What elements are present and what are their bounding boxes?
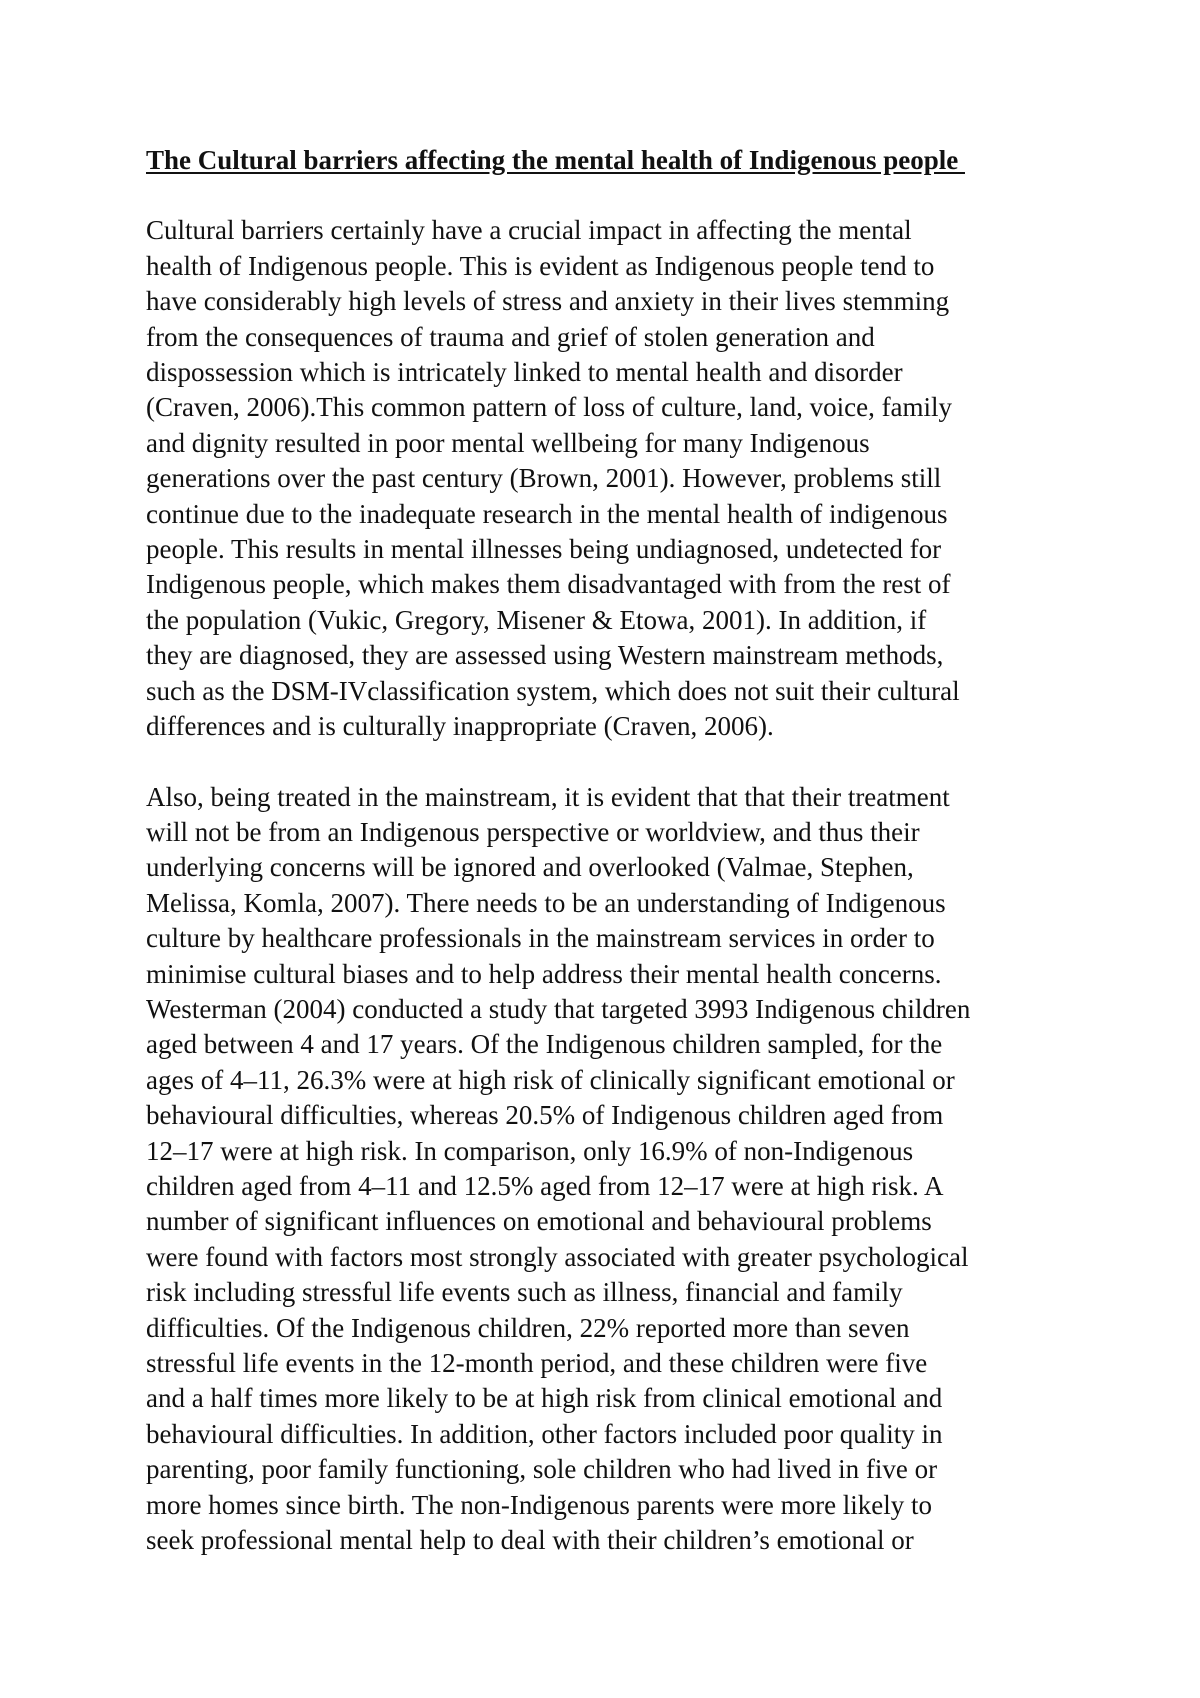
document-title: The Cultural barriers affecting the mental health of Indigenous people [146,145,965,175]
paragraph-line: underlying concerns will be ignored and overlooked (Valmae, Stephen, [146,852,914,883]
paragraph-line: children aged from 4–11 and 12.5% aged from 12–17 were at high risk. A [146,1170,944,1201]
paragraph-line: seek professional mental help to deal with their children’s emotional or [146,1525,914,1556]
paragraph-line: 12–17 were at high risk. In comparison, only 16.9% of non-Indigenous [146,1135,914,1166]
paragraph-line: minimise cultural biases and to help address their mental health concerns. [146,958,942,989]
paragraph-line: behavioural difficulties. In addition, other factors included poor quality in [146,1418,943,1449]
paragraph-line: such as the DSM-IVclassification system, which does not suit their cultural [146,675,960,706]
paragraph-line: will not be from an Indigenous perspective or worldview, and thus their [146,816,920,847]
paragraph-line: Cultural barriers certainly have a crucial impact in affecting the mental [146,215,912,246]
paragraph-line: (Craven, 2006).This common pattern of loss of culture, land, voice, family [146,392,953,423]
paragraph-line: were found with factors most strongly associated with greater psychological [146,1241,969,1272]
paragraph-line: parenting, poor family functioning, sole children who had lived in five or [146,1454,938,1485]
paragraph-line: difficulties. Of the Indigenous children, 22% reported more than seven [146,1312,910,1343]
paragraph-line: risk including stressful life events such as illness, financial and family [146,1277,903,1308]
paragraph-line: more homes since birth. The non-Indigenous parents were more likely to [146,1489,933,1520]
paragraph-line: Melissa, Komla, 2007). There needs to be an understanding of Indigenous [146,887,946,918]
paragraph-line: number of significant influences on emotional and behavioural problems [146,1206,932,1237]
paragraph-line: stressful life events in the 12-month period, and these children were five [146,1348,928,1378]
paragraph-line: behavioural difficulties, whereas 20.5% of Indigenous children aged from [146,1100,944,1131]
paragraph-line: have considerably high levels of stress and anxiety in their lives stemming [146,286,950,317]
paragraph-line: Also, being treated in the mainstream, it is evident that that their treatment [146,781,950,812]
paragraph-line: and a half times more likely to be at high risk from clinical emotional and [146,1383,943,1414]
document-body [146,143,1086,1558]
paragraph-line: the population (Vukic, Gregory, Misener & Etowa, 2001). In addition, if [146,604,927,635]
paragraph-line: culture by healthcare professionals in the mainstream services in order to [146,923,935,954]
paragraph-line: health of Indigenous people. This is evident as Indigenous people tend to [146,250,935,281]
paragraph-line: Westerman (2004) conducted a study that targeted 3993 Indigenous children [146,993,971,1024]
paragraph-2 [146,780,1086,1559]
paragraph-line: continue due to the inadequate research in the mental health of indigenous [146,498,948,529]
paragraph-line: differences and is culturally inappropriate (Craven, 2006). [146,711,774,742]
paragraph-line: aged between 4 and 17 years. Of the Indigenous children sampled, for the [146,1029,943,1060]
paragraph-1 [146,213,1086,744]
paragraph-line: Indigenous people, which makes them disadvantaged with from the rest of [146,569,951,600]
paragraph-line: they are diagnosed, they are assessed using Western mainstream methods, [146,640,944,671]
paragraph-line: generations over the past century (Brown, 2001). However, problems still [146,463,942,494]
paragraph-line: from the consequences of trauma and grief of stolen generation and [146,321,875,352]
paragraph-line: and dignity resulted in poor mental wellbeing for many Indigenous [146,427,870,458]
paragraph-line: people. This results in mental illnesses being undiagnosed, undetected for [146,534,942,565]
paragraph-line: ages of 4–11, 26.3% were at high risk of clinically significant emotional or [146,1064,955,1095]
paragraph-line: dispossession which is intricately linked to mental health and disorder [146,357,903,388]
